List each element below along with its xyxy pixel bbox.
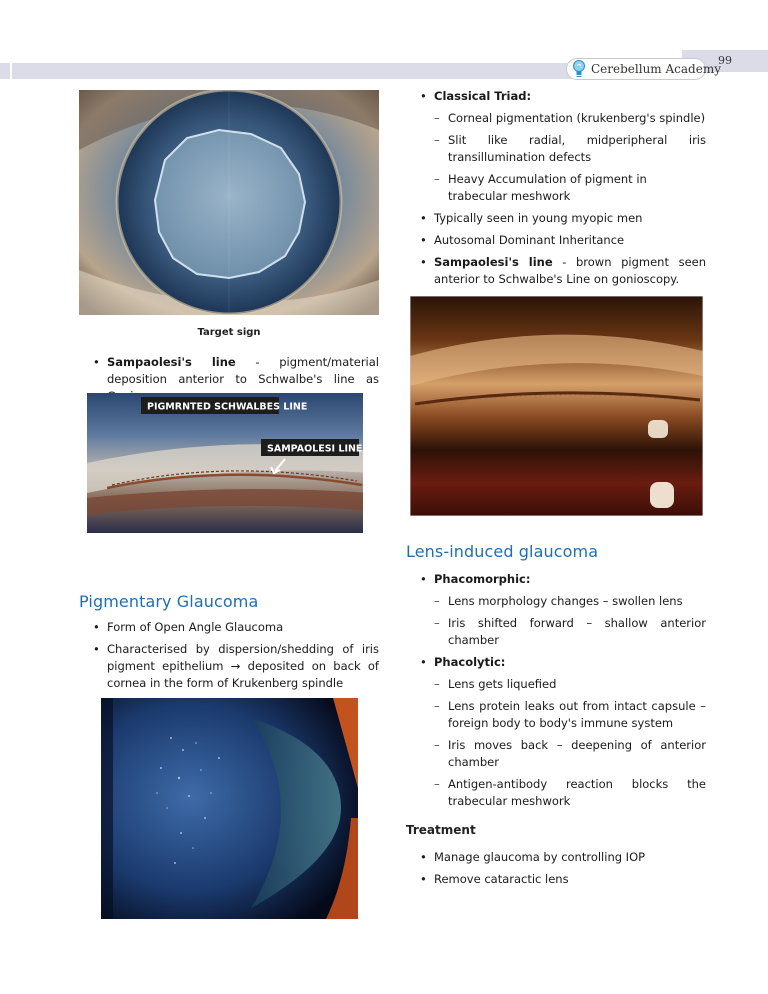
lightbulb-icon <box>571 59 587 79</box>
brand-name: Cerebellum Academy <box>591 62 721 76</box>
pigmented-schwalbes-label: PIGMRNTED SCHWALBES LINE <box>147 401 308 413</box>
lens-induced-glaucoma-list <box>420 571 706 815</box>
list-item: • Remove cataractic lens <box>420 871 706 888</box>
page-number: 99 <box>718 54 732 67</box>
list-item: • Phacomorphic: <box>420 571 706 588</box>
list-item: – Lens gets liquefied <box>420 676 706 693</box>
list-item: • Classical Triad: <box>420 88 706 105</box>
list-item: • Phacolytic: <box>420 654 706 671</box>
krukenberg-spindle-photo <box>101 698 358 919</box>
sampaolesi-line-label: SAMPAOLESI LINE <box>267 443 363 455</box>
list-item: • Sampaolesi's line - brown pigment seen anterior to Schwalbe's Line on gonioscopy. <box>420 254 706 288</box>
sampaolesi-gonioscopy-photo <box>410 296 703 516</box>
list-item: – Antigen-antibody reaction blocks the trabecular meshwork <box>420 776 706 810</box>
target-sign-caption: Target sign <box>197 327 261 338</box>
list-item: • Autosomal Dominant Inheritance <box>420 232 706 249</box>
gonioscopy-photo <box>87 393 370 533</box>
list-item: – Lens protein leaks out from intact capsule – foreign body to body's immune system <box>420 698 706 732</box>
target-sign-photo <box>79 90 379 315</box>
treatment-list <box>420 849 706 893</box>
list-item: – Iris shifted forward – shallow anterior chamber <box>420 615 706 649</box>
list-item: – Corneal pigmentation (krukenberg's spindle) <box>420 110 706 127</box>
list-item: • Manage glaucoma by controlling IOP <box>420 849 706 866</box>
treatment-heading: Treatment <box>406 823 476 837</box>
list-item: • Form of Open Angle Glaucoma <box>93 619 379 636</box>
pigmentary-glaucoma-list <box>93 619 379 697</box>
lens-induced-glaucoma-heading: Lens-induced glaucoma <box>406 542 599 561</box>
list-item: – Lens morphology changes – swollen lens <box>420 593 706 610</box>
list-item: – Heavy Accumulation of pigment in trabecular meshwork <box>420 171 706 205</box>
brand-badge <box>566 58 721 80</box>
list-item: – Iris moves back – deepening of anterior chamber <box>420 737 706 771</box>
pigmentary-glaucoma-heading: Pigmentary Glaucoma <box>79 592 259 611</box>
list-item: • Typically seen in young myopic men <box>420 210 706 227</box>
list-item: • Sampaolesi's line - pigment/material deposition anterior to Schwalbe's line as <box>93 354 379 405</box>
list-item: – Slit like radial, midperipheral iris transillumination defects <box>420 132 706 166</box>
classical-triad-list <box>420 88 706 293</box>
list-item: • Characterised by dispersion/shedding of iris pigment epithelium → deposited on back of cornea in the form of Krukenberg spindle <box>93 641 379 692</box>
